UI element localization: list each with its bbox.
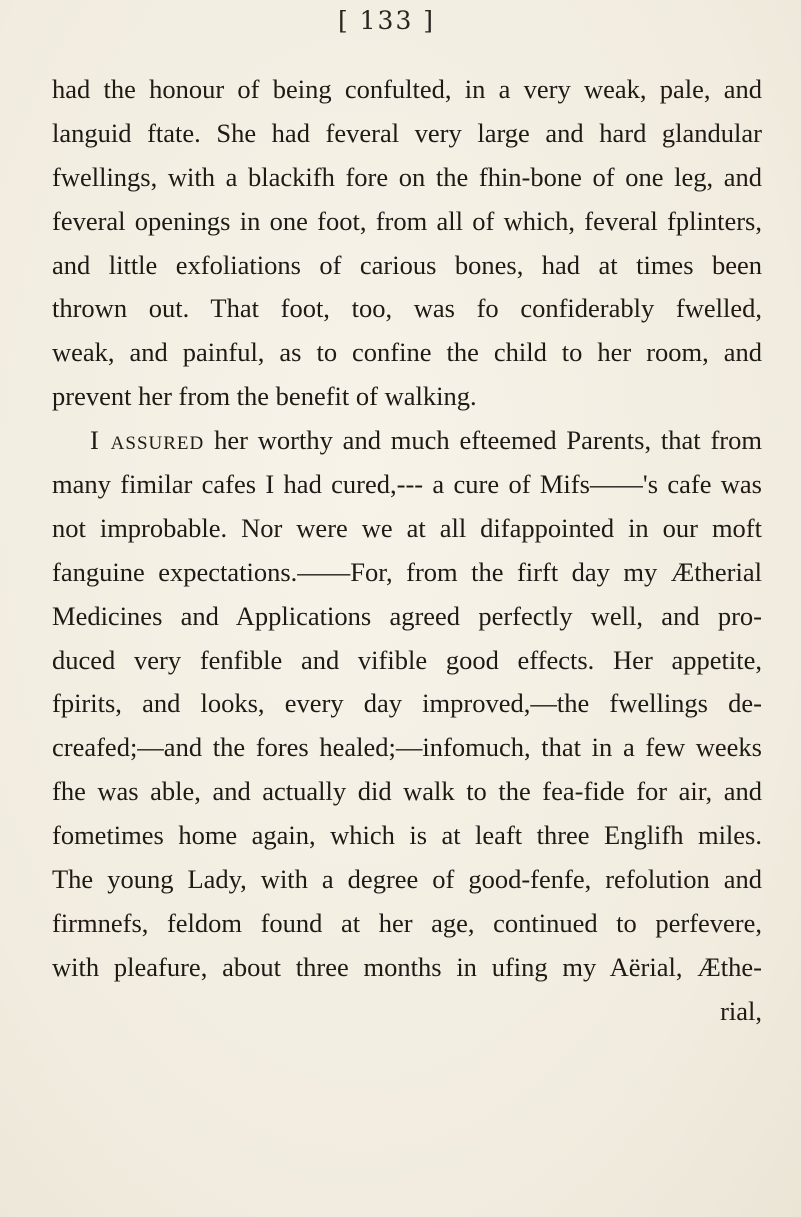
page-number: [ 133 ] [337, 6, 436, 35]
text-line: creafed;—and the fores healed;—infomuch, that in a few weeks [52, 732, 762, 763]
paragraph-lead-word: I assured [90, 425, 205, 456]
text-line: many fimilar cafes I had cured,--- a cure of Mifs——'s cafe was [52, 469, 762, 500]
text-line: and little exfoliations of carious bones, had at times been [52, 249, 762, 280]
text-line: firmnefs, feldom found at her age, continued to perfevere, [52, 907, 762, 938]
text-line: had the honour of being confulted, in a very weak, pale, and [52, 74, 762, 104]
text-line: not improbable. Nor were we at all difappointed in our moft [52, 512, 762, 543]
paragraph-opening-rest: her worthy and much efteemed Parents, that from [204, 425, 762, 456]
text-line: fwellings, with a blackifh fore on the fhin-bone of one leg, and [52, 161, 762, 192]
text-line: Medicines and Applications agreed perfectly well, and pro- [52, 600, 762, 631]
text-line: with pleafure, about three months in ufing my Aërial, Æthe- [52, 951, 762, 982]
catchword: rial, [720, 995, 762, 1026]
text-line: thrown out. That foot, too, was fo confiderably fwelled, [52, 293, 762, 324]
text-line: prevent her from the benefit of walking. [52, 381, 477, 412]
text-line: fometimes home again, which is at leaft three Englifh miles. [52, 820, 762, 851]
text-line: feveral openings in one foot, from all of which, feveral fplinters, [52, 205, 762, 236]
body-text [52, 68, 762, 1034]
text-line: fanguine expectations.——For, from the firft day my Ætherial [52, 556, 762, 587]
text-line: duced very fenfible and vifible good effects. Her appetite, [52, 644, 762, 675]
text-line: languid ftate. She had feveral very large and hard glandular [52, 117, 762, 148]
text-line: weak, and painful, as to confine the child to her room, and [52, 337, 762, 368]
text-line: fhe was able, and actually did walk to the fea-fide for air, and [52, 776, 762, 807]
paragraph-opening-line [52, 419, 762, 463]
text-line: The young Lady, with a degree of good-fenfe, refolution and [52, 864, 762, 895]
text-line: fpirits, and looks, every day improved,—the fwellings de- [52, 688, 762, 719]
